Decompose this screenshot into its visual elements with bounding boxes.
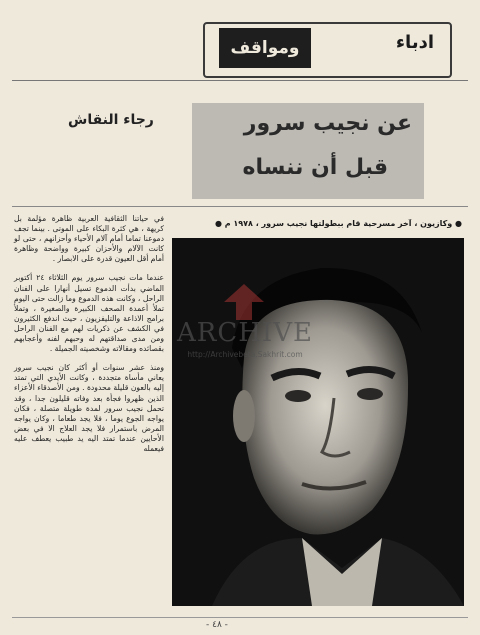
middle-divider [12,206,468,207]
watermark-url: http://Archivebeta.Sakhrit.com [187,350,303,359]
top-divider [12,80,468,81]
headline-line-2: قبل أن ننساه [242,155,388,180]
section-title-word-b: ومواقف [219,28,311,68]
article-paragraph-2: عندما مات نجيب سرور يوم الثلاثاء ٢٤ أكتوبر الماضي بدأت الدموع تسيل أنهارا على الفنان الراحل ، وكانت هذه الدموع وما زالت حتى اليوم تملأ أعمدة الصحف الكبيرة والصغيرة ، وتملأ برامج الاذاعة والتليفزيون ، حيث اندفع الكثيرون في الكشف عن ذكريات لهم مع الفنان الراحل ومن مدى صداقتهم له وحبهم لفنه وأعجابهم بقصائده ومقالاته وشخصيته الجميلة . [14,273,164,354]
section-title-word-a: ادباء [395,32,434,53]
archive-logo-icon [222,282,266,322]
portrait-illustration [172,238,464,606]
bottom-divider [12,617,468,618]
section-title-frame [203,22,452,78]
portrait-photo [172,238,464,606]
headline-box [192,103,424,199]
headline-line-1: عن نجيب سرور [243,111,412,136]
article-column [14,214,164,463]
watermark-name: ARCHIVE [177,318,313,348]
page-number: - ٤٨ - [206,620,228,630]
photo-caption: ● وكازيون ، آخر مسرحية قام ببطولتها نجيب سرور ، ١٩٧٨ م ● [214,219,462,228]
article-paragraph-1: في حياتنا الثقافية العربية ظاهرة مؤلمة بل كريهة ، هي كثرة البكاء على الموتى . بينما تجف دموعنا تماما أمام آلام الأحياء وأحزانهم ، حتى لو كانت الآلام والأحزان كبيرة وواضحة وظاهرة أمام أقل العيون قدرة على الابصار . [14,214,164,264]
archive-watermark [160,318,330,359]
article-paragraph-3: ومنذ عشر سنوات أو أكثر كان نجيب سرور يعاني مأساة متجددة ، وكانت الأيدي التي تمتد إليه بالعون قليلة محدودة . ومن الأصدقاء الأعزاء الذين ظهروا فجأة بعد وفاته قليلون جدا ، وقد تحمل نجيب سرور لمدة طويلة متصلة ، فكان يواجه الجوع يوما ، فلا يجد طعاما ، وكان يواجه المرض باستمرار فلا يجد العلاج الا في بعض الأحايين عندما تمتد اليه يد طبيب يعطف عليه فيعمله [14,363,164,453]
author-byline: رجاء النقاش [68,112,154,128]
